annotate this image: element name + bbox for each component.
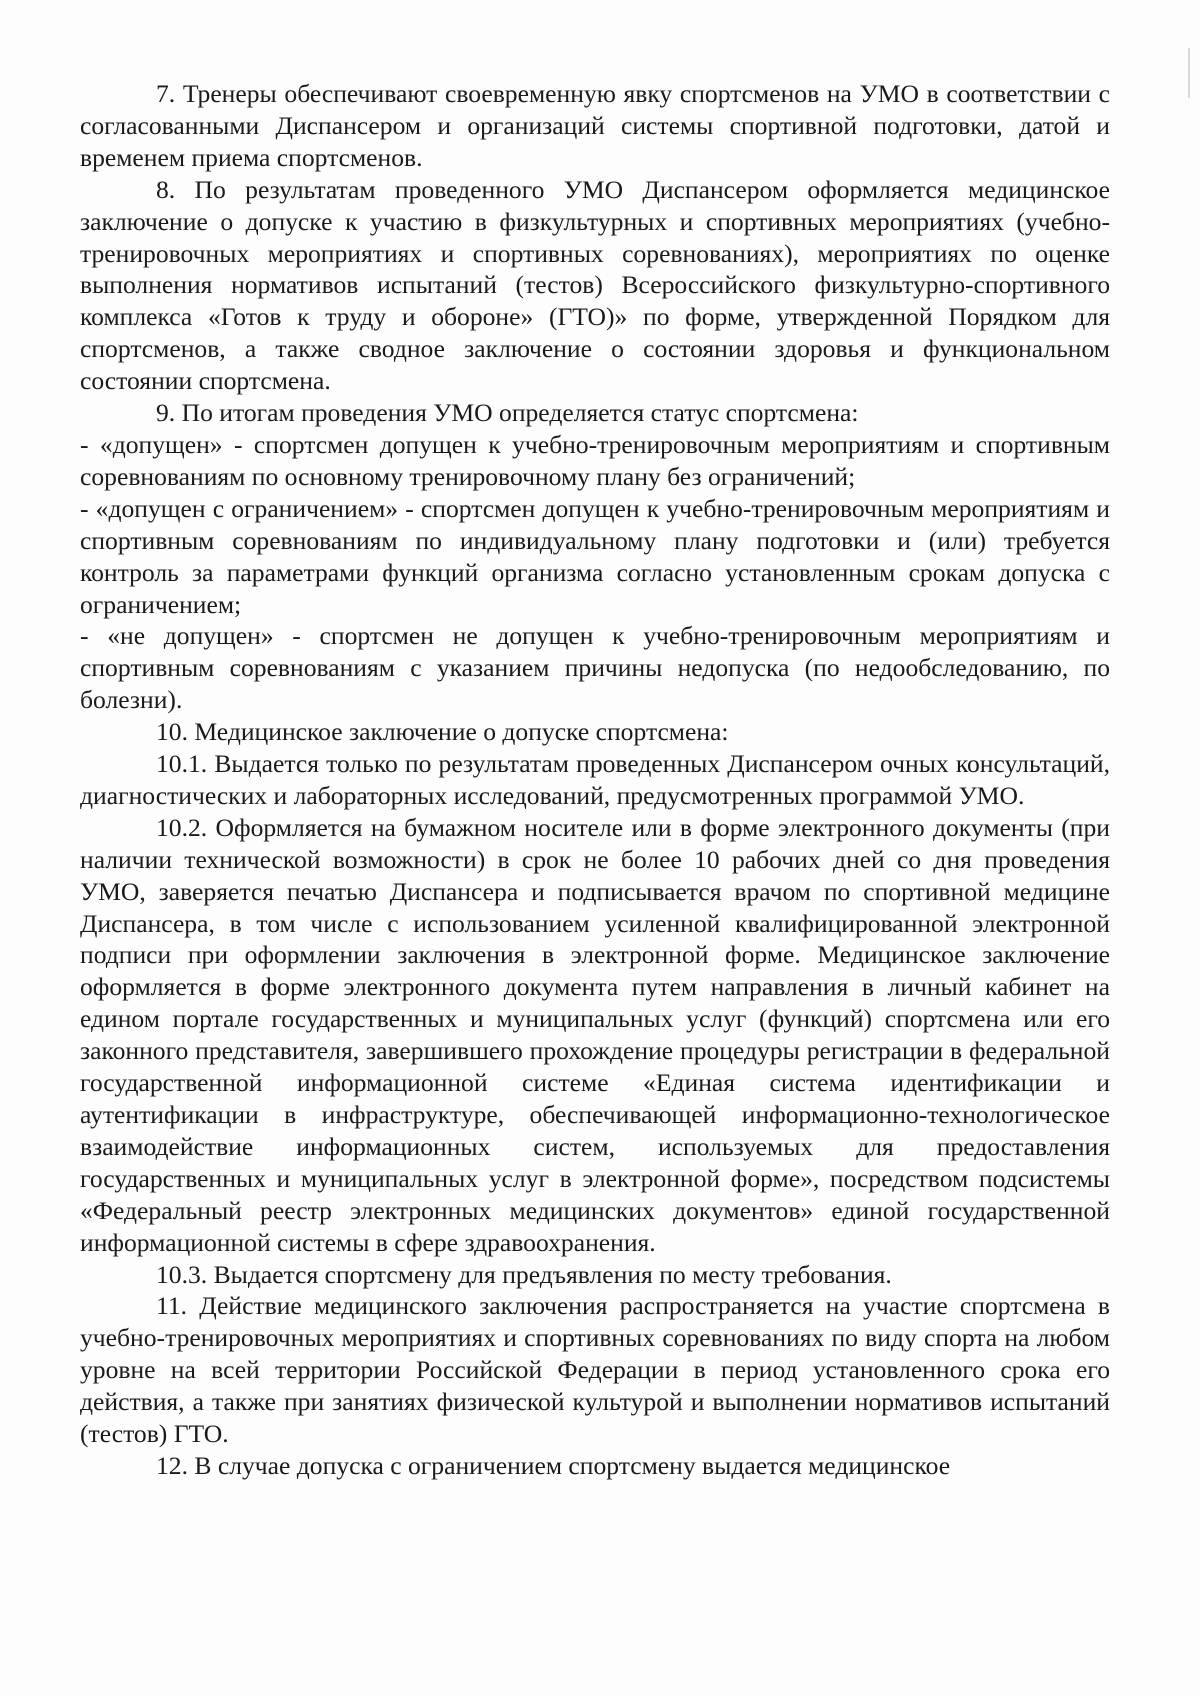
paragraph-10: 10. Медицинское заключение о допуске спортсмена: <box>156 717 729 747</box>
paragraph-10-3: 10.3. Выдается спортсмену для предъявления по месту требования. <box>156 1259 892 1289</box>
document-body <box>80 78 1110 1482</box>
paragraph-10-2: 10.2. Оформляется на бумажном носителе или в форме электронного документы (при наличии технической возможности) в срок не более 10 рабочих дней со дня проведения УМО, заверяется печатью Диспансера и подписывается врачом по спортивной медицине Диспансера, в том числе с использованием усиленной квалифицированной электронной подписи при оформлении заключения в электронной форме. Медицинское заключение оформляется в форме электронного документа путем направления в личный кабинет на едином портале государственных и муниципальных услуг (функций) спортсмена или его законного представителя, завершившего прохождение процедуры регистрации в федеральной государственной информационной системе «Единая система идентификации и аутентификации в инфраструктуре, обеспечивающей информационно-технологическое взаимодействие информационных систем, используемых для предоставления государственных и муниципальных услуг в электронной форме», посредством подсистемы «Федеральный реестр электронных медицинских документов» единой государственной информационной системы в сфере здравоохранения. <box>80 812 1110 1257</box>
status-item-admitted: - «допущен» - спортсмен допущен к учебно-тренировочным мероприятиям и спортивным соревнованиям по основному тренировочному плану без ограничений; <box>80 429 1110 491</box>
scan-edge-mark <box>1188 48 1190 98</box>
paragraph-10-1: 10.1. Выдается только по результатам проведенных Диспансером очных консультаций, диагностических и лабораторных исследований, предусмотренных программой УМО. <box>80 749 1110 810</box>
paragraph-7: 7. Тренеры обеспечивают своевременную явку спортсменов на УМО в соответствии с согласованными Диспансером и организаций системы спортивной подготовки, датой и временем приема спортсменов. <box>80 79 1110 172</box>
paragraph-12: 12. В случае допуска с ограничением спортсмену выдается медицинское <box>156 1450 951 1480</box>
paragraph-11: 11. Действие медицинского заключения распространяется на участие спортсмена в учебно-тренировочных мероприятиях и спортивных соревнованиях по виду спорта на любом уровне на всей территории Российской Федерации в период установленного срока его действия, а также при занятиях физической культурой и выполнении нормативов испытаний (тестов) ГТО. <box>80 1291 1110 1449</box>
paragraph-8: 8. По результатам проведенного УМО Диспансером оформляется медицинское заключение о допуске к участию в физкультурных и спортивных мероприятиях (учебно-тренировочных мероприятиях и спортивных соревнованиях), мероприятиях по оценке выполнения нормативов испытаний (тестов) Всероссийского физкультурно-спортивного комплекса «Готов к труду и обороне» (ГТО)» по форме, утвержденной Порядком для спортсменов, а также сводное заключение о состоянии здоровья и функциональном состоянии спортсмена. <box>80 174 1110 396</box>
paragraph-9: 9. По итогам проведения УМО определяется статус спортсмена: <box>156 398 859 428</box>
status-item-admitted-restricted: - «допущен с ограничением» - спортсмен допущен к учебно-тренировочным мероприятиям и спортивным соревнованиям по индивидуальному плану подготовки и (или) требуется контроль за параметрами функций организма согласно установленным срокам допуска с ограничением; <box>80 493 1110 619</box>
status-item-not-admitted: - «не допущен» - спортсмен не допущен к учебно-тренировочным мероприятиям и спортивным соревнованиям с указанием причины недопуска (по недообследованию, по болезни). <box>80 621 1110 715</box>
